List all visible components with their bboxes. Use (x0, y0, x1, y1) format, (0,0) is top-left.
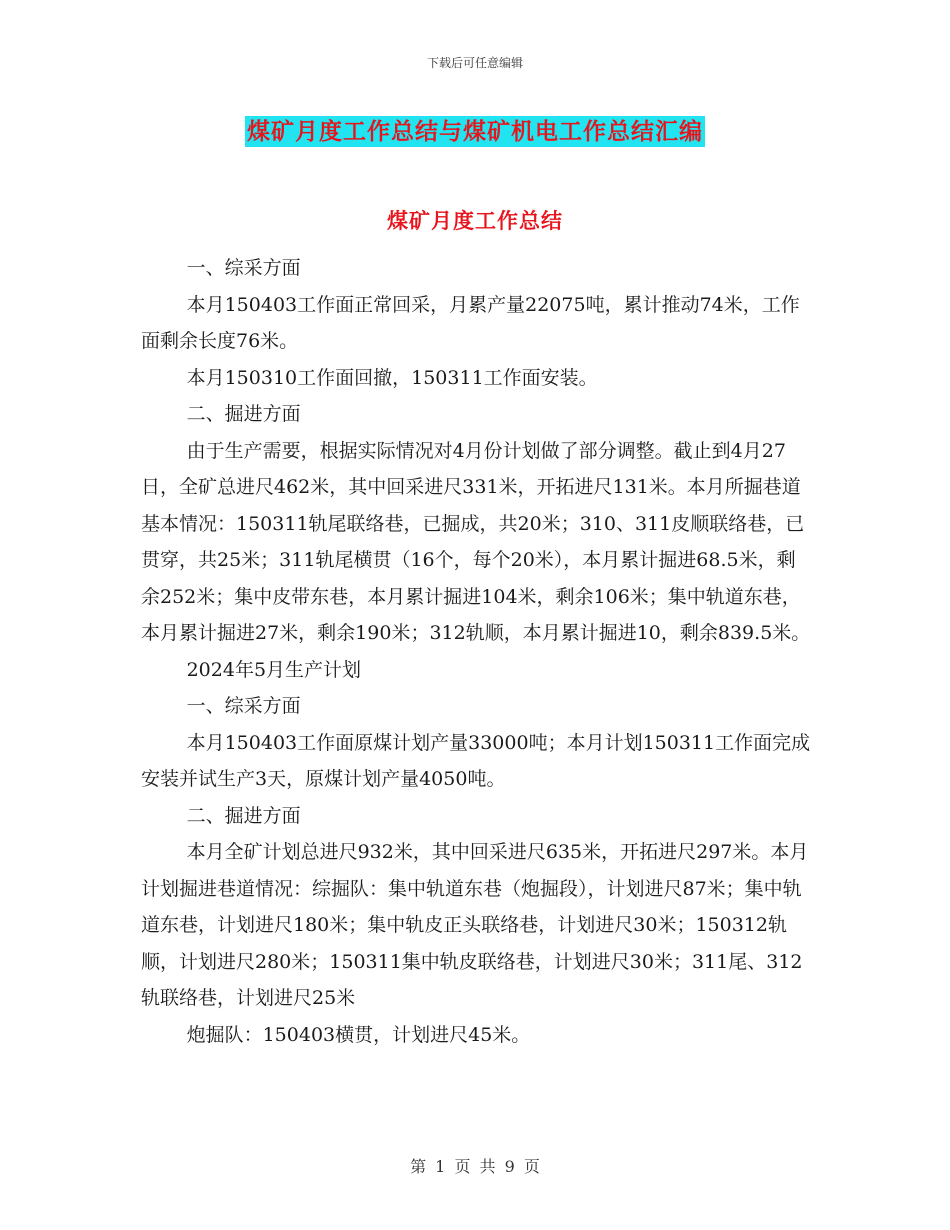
paragraph: 本月150403工作面正常回采，月累产量22075吨，累计推动74米，工作面剩余长度76米。 (141, 293, 800, 352)
paragraph: 二、掘进方面 (186, 403, 301, 425)
paragraph: 由于生产需要，根据实际情况对4月份计划做了部分调整。截止到4月27日，全矿总进尺462米，其中回采进尺331米，开拓进尺131米。本月所掘巷道基本情况：150311轨尾联络巷，已掘成，共20米；310、311皮顺联络巷，已贯穿，共25米；311轨尾横贯（16个，每个20米），本月累计掘进68.5米，剩余252米；集中皮带东巷，本月累计掘进104米，剩余106米；集中轨道东巷，本月累计掘进27米，剩余190米；312轨顺，本月累计掘进10，剩余839.5米。 (141, 439, 811, 644)
paragraph: 二、掘进方面 (186, 804, 301, 827)
paragraph: 炮掘队：150403横贯，计划进尺45米。 (186, 1023, 531, 1046)
paragraph: 本月150310工作面回撤，150311工作面安装。 (186, 366, 598, 389)
document-body (141, 250, 811, 1053)
document-title-text: 煤矿月度工作总结与煤矿机电工作总结汇编 (247, 118, 703, 145)
paragraph: 2024年5月生产计划 (186, 658, 362, 681)
paragraph: 本月150403工作面原煤计划产量33000吨；本月计划150311工作面完成安装并试生产3天，原煤计划产量4050吨。 (141, 731, 811, 790)
section-title: 煤矿月度工作总结 (387, 208, 563, 233)
header-note: 下载后可任意编辑 (426, 56, 523, 70)
page-footer: 第 1 页 共 9 页 (410, 1157, 540, 1176)
paragraph: 一、综采方面 (186, 257, 301, 279)
paragraph: 一、综采方面 (186, 695, 301, 717)
document-title (0, 113, 950, 146)
paragraph: 本月全矿计划总进尺932米，其中回采进尺635米，开拓进尺297米。本月计划掘进巷道情况：综掘队：集中轨道东巷（炮掘段），计划进尺87米；集中轨道东巷，计划进尺180米；集中轨皮正头联络巷，计划进尺30米；150312轨顺，计划进尺280米；150311集中轨皮联络巷，计划进尺30米；311尾、312轨联络巷，计划进尺25米 (141, 841, 809, 1009)
